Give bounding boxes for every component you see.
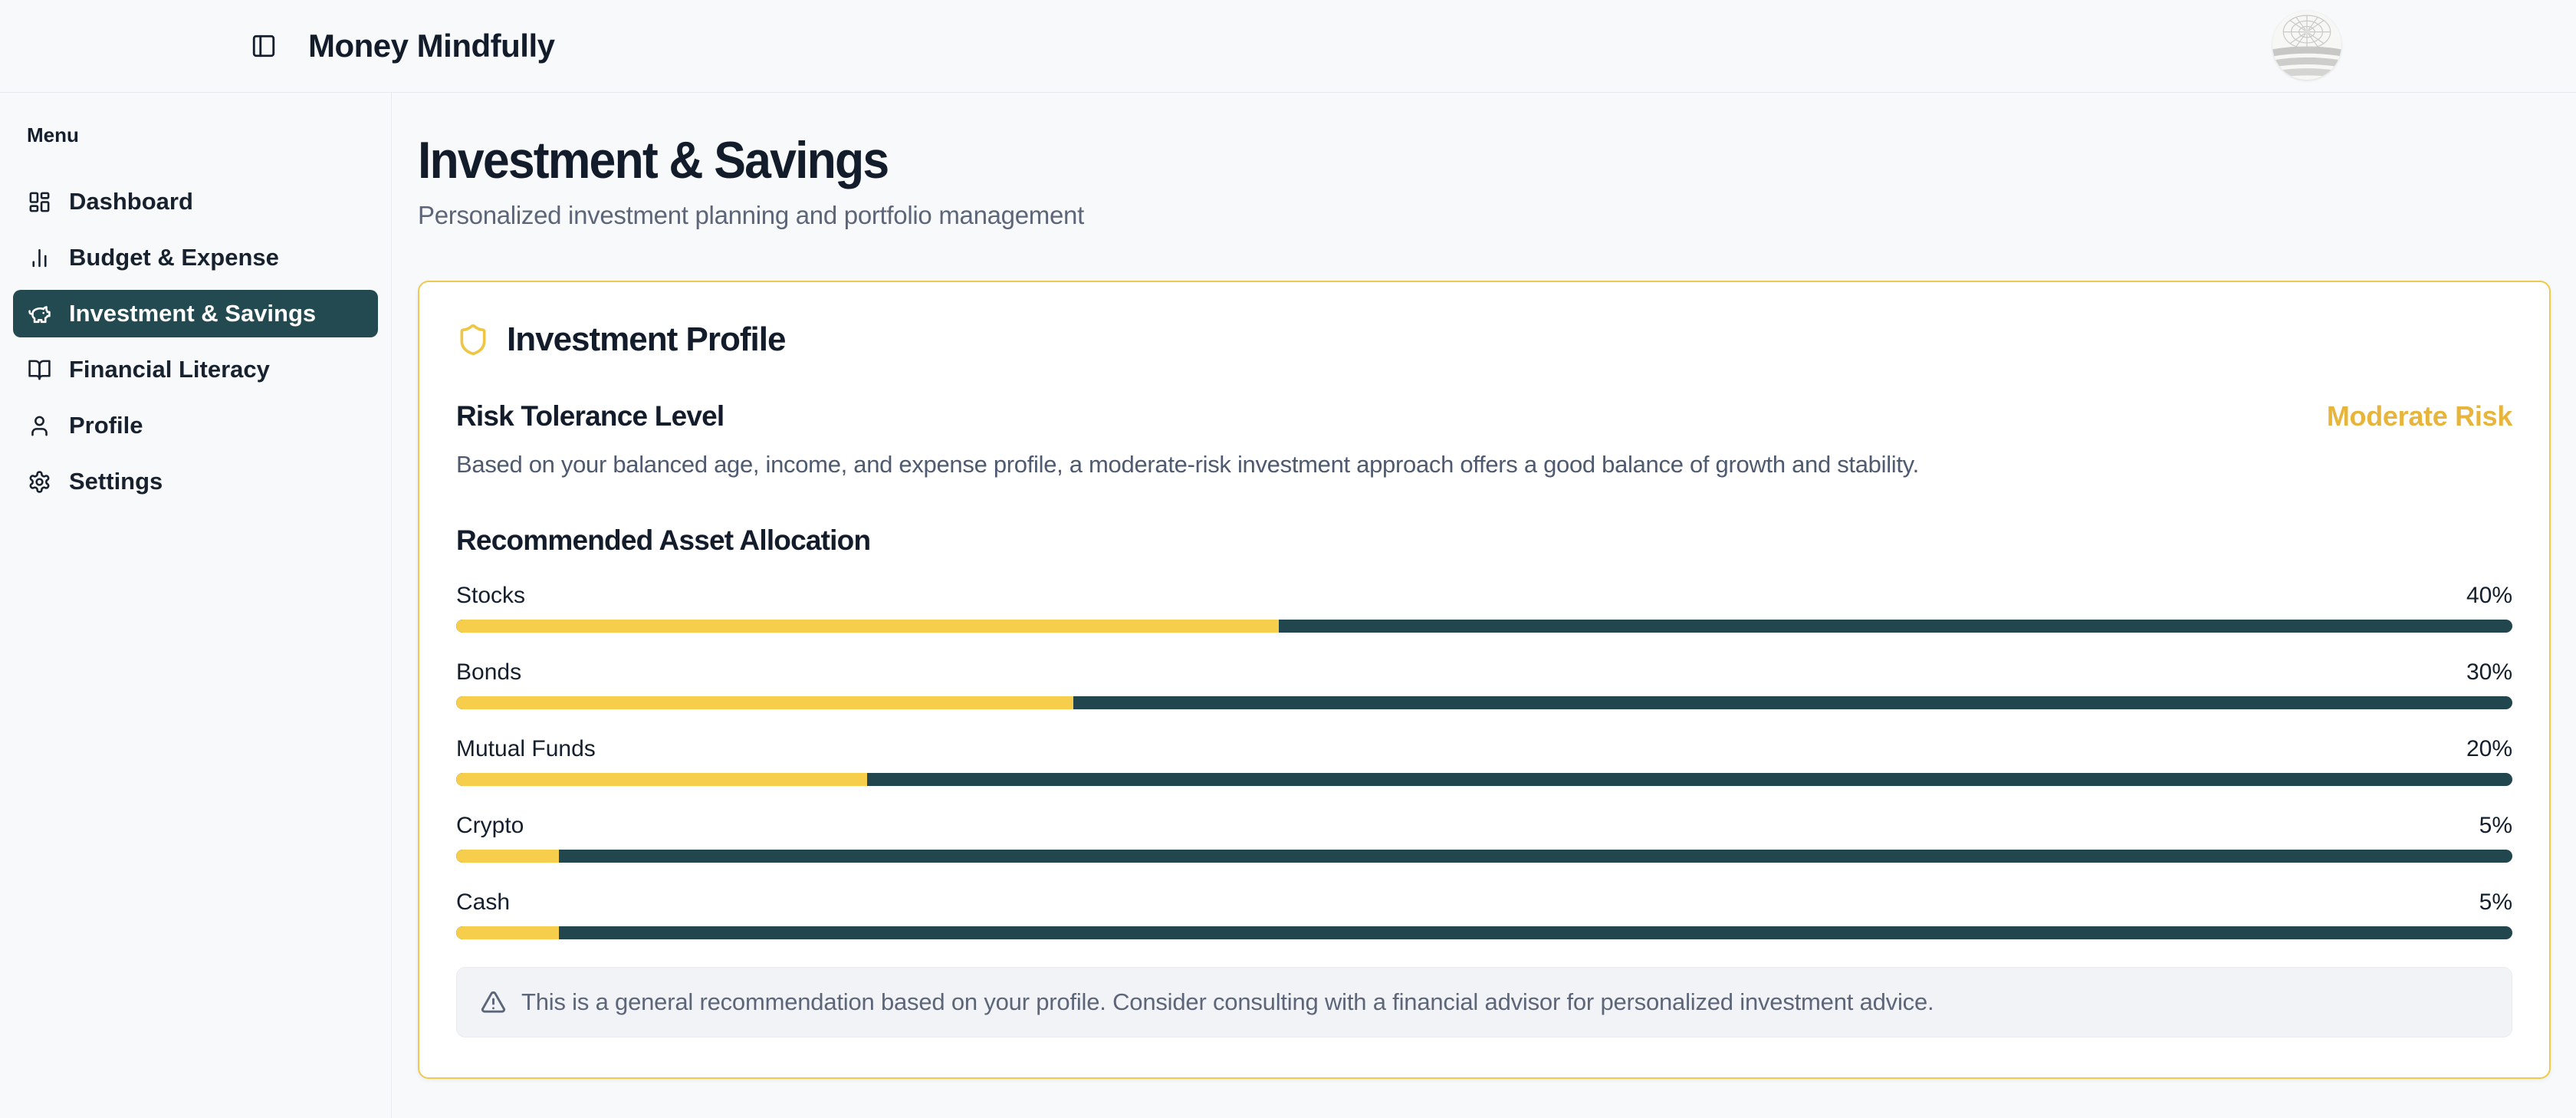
allocation-bar-track [456, 620, 2512, 633]
investment-profile-card [418, 281, 2551, 1079]
sidebar [0, 93, 392, 1118]
allocation-bar-fill [456, 850, 559, 863]
risk-description: Based on your balanced age, income, and expense profile, a moderate-risk investment approach offers a good balance of growth and stability. [456, 451, 1919, 478]
allocation-bar-track [456, 850, 2512, 863]
risk-level-badge: Moderate Risk [2326, 400, 2512, 432]
allocation-bar-fill [456, 696, 1073, 709]
allocation-percent: 30% [2466, 659, 2512, 685]
allocation-row-header [456, 583, 2512, 609]
risk-heading: Risk Tolerance Level [456, 400, 724, 432]
allocation-heading: Recommended Asset Allocation [456, 524, 871, 556]
allocation-label: Stocks [456, 583, 526, 608]
sidebar-item-dashboard[interactable] [13, 178, 378, 225]
sidebar-item-label: Dashboard [69, 188, 193, 215]
sidebar-section-label: Menu [27, 123, 79, 146]
allocation-label: Crypto [456, 813, 524, 838]
sidebar-item-label: Profile [69, 412, 143, 439]
allocation-list [456, 583, 2512, 939]
card-header [456, 321, 2512, 359]
allocation-bar-fill [456, 926, 559, 939]
sidebar-item-label: Financial Literacy [69, 356, 270, 383]
allocation-percent: 5% [2479, 813, 2512, 838]
risk-row [456, 400, 2512, 432]
disclaimer-text: This is a general recommendation based on your profile. Consider consulting with a financial advisor for personalized investment advice. [521, 988, 1934, 1015]
sidebar-item-profile[interactable] [13, 402, 378, 449]
allocation-label: Bonds [456, 659, 522, 685]
card-title: Investment Profile [507, 321, 786, 358]
sidebar-menu [0, 178, 391, 505]
page-title: Investment & Savings [418, 131, 889, 189]
allocation-row-bonds [456, 659, 2512, 709]
shield-icon [456, 323, 490, 357]
allocation-row-header [456, 889, 2512, 916]
app-title: Money Mindfully [308, 28, 555, 64]
disclaimer-note [456, 967, 2512, 1037]
gear-icon [28, 470, 51, 494]
panel-left-icon [251, 33, 277, 59]
allocation-label: Cash [456, 889, 511, 915]
page-subtitle: Personalized investment planning and portfolio management [418, 201, 1084, 229]
user-icon [28, 414, 51, 438]
bar-chart-icon [28, 246, 51, 270]
allocation-bar-track [456, 926, 2512, 939]
dashboard-icon [28, 190, 51, 214]
sidebar-item-investment-savings[interactable] [13, 290, 378, 337]
allocation-row-cash [456, 889, 2512, 939]
alert-triangle-icon [480, 989, 507, 1016]
sidebar-item-label: Budget & Expense [69, 244, 279, 271]
sidebar-item-financial-literacy[interactable] [13, 346, 378, 393]
allocation-bar-track [456, 696, 2512, 709]
allocation-row-header [456, 736, 2512, 762]
piggy-bank-icon [28, 302, 51, 326]
book-open-icon [28, 358, 51, 382]
sidebar-item-label: Settings [69, 468, 163, 495]
sidebar-item-settings[interactable] [13, 458, 378, 505]
sidebar-item-label: Investment & Savings [69, 300, 317, 327]
allocation-row-mutual-funds [456, 736, 2512, 786]
allocation-bar-fill [456, 773, 867, 786]
allocation-label: Mutual Funds [456, 736, 596, 761]
allocation-row-crypto [456, 813, 2512, 863]
avatar[interactable] [2272, 11, 2341, 80]
allocation-percent: 20% [2466, 736, 2512, 761]
main-content [392, 93, 2576, 1118]
allocation-row-header [456, 813, 2512, 839]
allocation-bar-track [456, 773, 2512, 786]
allocation-row-header [456, 659, 2512, 686]
allocation-percent: 40% [2466, 583, 2512, 608]
allocation-bar-fill [456, 620, 1279, 633]
sidebar-toggle-button[interactable] [247, 29, 281, 63]
sidebar-item-budget-expense[interactable] [13, 234, 378, 281]
allocation-percent: 5% [2479, 889, 2512, 915]
app-header [0, 0, 2576, 93]
allocation-row-stocks [456, 583, 2512, 633]
